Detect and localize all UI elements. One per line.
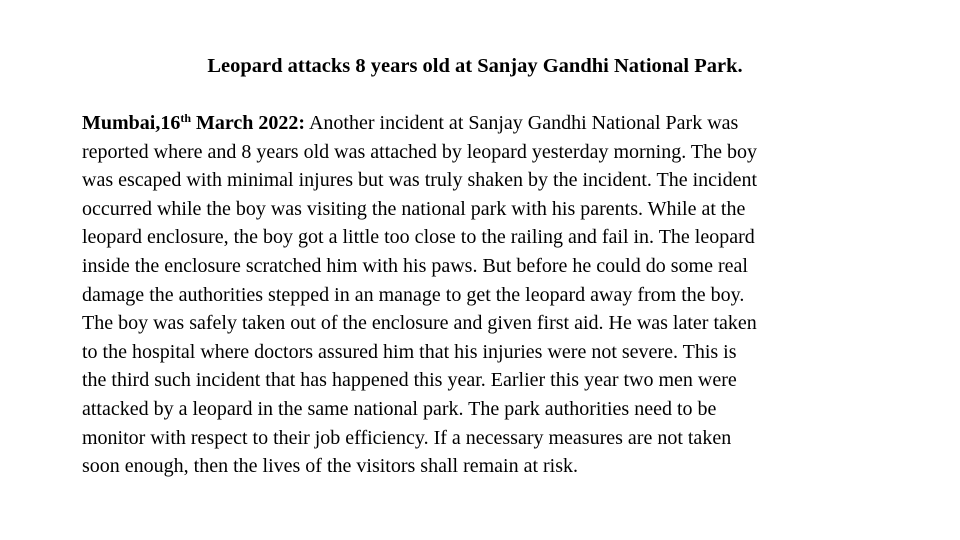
- headline: Leopard attacks 8 years old at Sanjay Gandhi National Park.: [207, 55, 743, 77]
- dateline: [82, 112, 305, 134]
- article-line-7: damage the authorities stepped in an manage to get the leopard away from the boy.: [82, 283, 745, 306]
- article-line-11: attacked by a leopard in the same national park. The park authorities need to be: [82, 397, 717, 420]
- article-line-8: The boy was safely taken out of the enclosure and given first aid. He was later taken: [82, 312, 757, 335]
- article-body: [82, 109, 902, 481]
- article-line-13: soon enough, then the lives of the visitors shall remain at risk.: [82, 455, 579, 478]
- article-line-2: reported where and 8 years old was attached by leopard yesterday morning. The boy: [82, 140, 757, 163]
- article-line-3: was escaped with minimal injures but was truly shaken by the incident. The incident: [82, 169, 758, 192]
- dateline-ordinal-suffix: th: [180, 111, 192, 125]
- article-line-10: the third such incident that has happened this year. Earlier this year two men were: [82, 369, 737, 392]
- article-line-6: inside the enclosure scratched him with his paws. But before he could do some real: [82, 254, 748, 277]
- dateline-date: March 2022:: [191, 112, 306, 134]
- body-text: Another incident at Sanjay Gandhi National Park was: [305, 112, 739, 134]
- article-line-9: to the hospital where doctors assured him that his injuries were not severe. This is: [82, 340, 737, 363]
- dateline-place: Mumbai,16: [82, 112, 181, 134]
- article-line-5: leopard enclosure, the boy got a little too close to the railing and fail in. The leopard: [82, 226, 755, 249]
- article-line-1: [82, 109, 902, 138]
- article-line-4: occurred while the boy was visiting the national park with his parents. While at the: [82, 197, 746, 220]
- article-line-12: monitor with respect to their job efficiency. If a necessary measures are not taken: [82, 426, 732, 449]
